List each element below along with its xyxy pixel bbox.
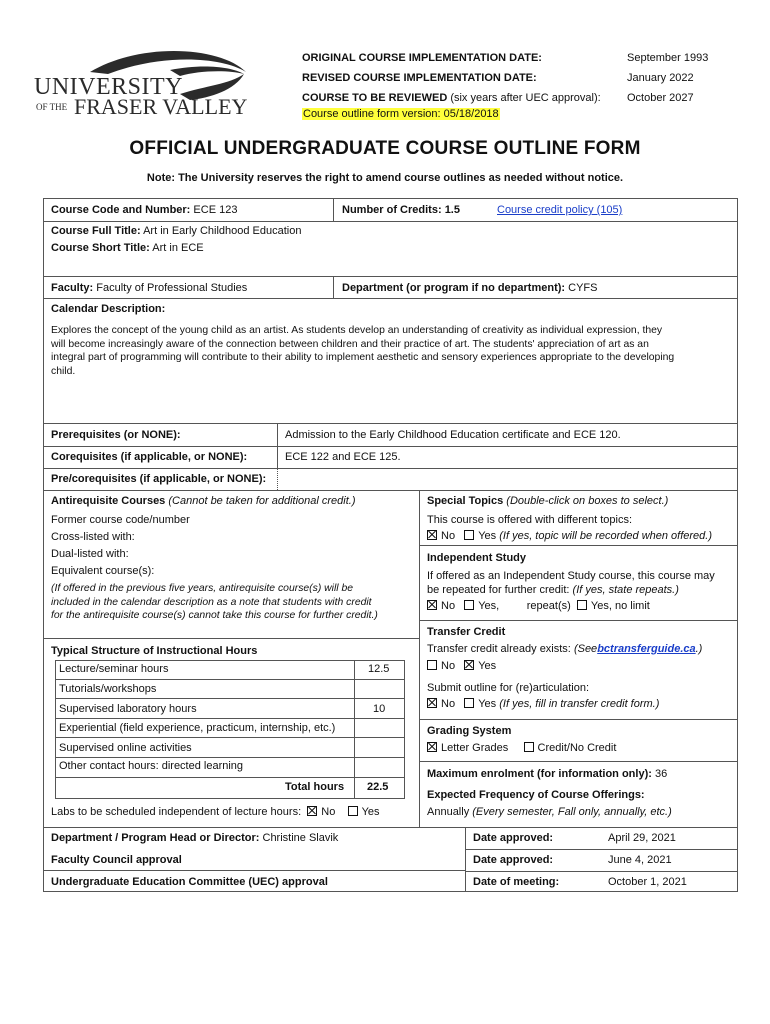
department-value: CYFS <box>568 282 598 294</box>
max-enrolment-label: Maximum enrolment (for information only): <box>427 768 652 780</box>
letter-grades-checkbox[interactable] <box>427 742 437 752</box>
frequency-title: Expected Frequency of Course Offerings: <box>427 789 645 801</box>
frequency-note: (Every semester, Fall only, annually, etc.) <box>472 806 672 818</box>
submit-yes-label: Yes <box>478 698 497 710</box>
page-title: OFFICIAL UNDERGRADUATE COURSE OUTLINE FORM <box>129 138 641 159</box>
credits-label: Number of Credits: <box>342 204 442 216</box>
university-logo <box>30 44 260 124</box>
submit-no-checkbox[interactable] <box>427 698 437 708</box>
form-version: Course outline form version: 05/18/2018 <box>303 108 499 120</box>
hours-row-label: Lecture/seminar hours <box>59 663 169 675</box>
independent-no-limit-label: Yes, no limit <box>590 600 650 612</box>
revised-date-value: January 2022 <box>627 72 694 84</box>
review-date-label: COURSE TO BE REVIEWED <box>302 92 448 104</box>
date-approved-2-value: June 4, 2021 <box>608 854 672 866</box>
precorequisites-label: Pre/corequisites (if applicable, or NONE): <box>51 473 267 485</box>
hours-row-value: 12.5 <box>368 663 390 675</box>
credits-value: 1.5 <box>444 204 460 216</box>
course-code-value: ECE 123 <box>193 204 238 216</box>
independent-yes-checkbox[interactable] <box>464 600 474 610</box>
labs-no-checkbox[interactable] <box>307 806 317 816</box>
review-date-note: (six years after UEC approval): <box>450 92 601 104</box>
logo-line-fraser-valley: FRASER VALLEY <box>74 94 248 119</box>
special-no-checkbox[interactable] <box>427 530 437 540</box>
original-date-value: September 1993 <box>627 52 709 64</box>
credit-policy-link[interactable]: Course credit policy (105) <box>497 204 623 216</box>
antireq-former: Former course code/number <box>51 514 190 526</box>
transfer-yes-label: Yes <box>478 660 497 672</box>
independent-line2-text: be repeated for further credit: <box>427 584 570 596</box>
grading-title: Grading System <box>427 725 512 737</box>
special-yes-note: (If yes, topic will be recorded when offered.) <box>499 530 713 542</box>
independent-no-checkbox[interactable] <box>427 600 437 610</box>
short-title-value: Art in ECE <box>152 242 204 254</box>
transfer-submit-line: Submit outline for (re)articulation: <box>427 682 590 694</box>
hours-row-label: Tutorials/workshops <box>59 683 157 695</box>
review-date-value: October 2027 <box>627 92 694 104</box>
independent-line2 <box>427 584 679 596</box>
hours-row-label: Supervised online activities <box>59 742 192 754</box>
submit-yes-note: (If yes, fill in transfer credit form.) <box>499 698 660 710</box>
dept-head-label: Department / Program Head or Director: <box>51 832 260 844</box>
transfer-credit-line <box>427 643 702 655</box>
frequency-value: Annually <box>427 806 470 818</box>
special-topics-line: This course is offered with different topics: <box>427 514 633 526</box>
corequisites-label: Corequisites (if applicable, or NONE): <box>51 451 248 463</box>
department <box>342 282 597 294</box>
frequency-value-row <box>427 806 672 818</box>
independent-options <box>427 600 650 612</box>
amend-note: Note: The University reserves the right to amend course outlines as needed without notice. <box>146 172 624 184</box>
hours-row-other <box>55 758 405 778</box>
transfer-yes-checkbox[interactable] <box>464 660 474 670</box>
antireq-note-line: for the antirequisite course(s) cannot take this course for further credit.) <box>51 610 378 621</box>
calendar-line: integral part of programming will contribute to their ability to implement aesthetic and sensory experiences appropriate to the developing <box>51 352 675 363</box>
hours-row-online <box>55 738 405 758</box>
hours-total-row <box>55 778 405 799</box>
hours-total-value: 22.5 <box>367 781 389 793</box>
special-topics-title <box>427 495 668 507</box>
credit-no-credit-checkbox[interactable] <box>524 742 534 752</box>
transfer-see-end: .) <box>695 643 703 655</box>
date-meeting-value: October 1, 2021 <box>608 876 687 888</box>
full-title-label: Course Full Title: <box>51 225 141 237</box>
date-approved-1-label: Date approved: <box>473 832 554 844</box>
antireq-note <box>51 582 378 623</box>
labs-label: Labs to be scheduled independent of lecture hours: <box>51 806 302 818</box>
calendar-line: child. <box>51 365 76 377</box>
antireq-note-line: (If offered in the previous five years, antirequisite course(s) will be <box>51 583 354 594</box>
faculty <box>51 282 247 294</box>
antireq-cross: Cross-listed with: <box>51 531 135 543</box>
course-code-label: Course Code and Number: <box>51 204 191 216</box>
short-title-label: Course Short Title: <box>51 242 150 254</box>
hours-row-label: Supervised laboratory hours <box>59 703 197 715</box>
dept-head-value: Christine Slavik <box>262 832 339 844</box>
logo-line-university: UNIVERSITY <box>34 74 183 100</box>
independent-line2-note: (If yes, state repeats.) <box>572 584 679 596</box>
antireq-note-line: included in the calendar description as a note that students with credit <box>51 596 372 608</box>
antireq-title-note: (Cannot be taken for additional credit.) <box>168 495 356 507</box>
calendar-line: will become increasingly aware of the connection between children and their practice of art. The students' appreciation of art as an <box>51 338 649 350</box>
submit-no-label: No <box>441 698 456 710</box>
revised-date-label: REVISED COURSE IMPLEMENTATION DATE: <box>302 72 537 84</box>
credit-no-credit-label: Credit/No Credit <box>537 742 617 754</box>
course-short-title <box>51 242 204 254</box>
letter-grades-label: Letter Grades <box>441 742 509 754</box>
transfer-submit-options <box>427 698 659 710</box>
grading-options <box>427 742 616 754</box>
max-enrolment-value: 36 <box>654 768 668 780</box>
original-date-label: ORIGINAL COURSE IMPLEMENTATION DATE: <box>302 52 542 64</box>
antireq-title <box>51 495 355 507</box>
labs-yes-label: Yes <box>361 806 380 818</box>
transfer-line-text: Transfer credit already exists: <box>427 643 571 655</box>
independent-yes-label: Yes, <box>478 600 500 612</box>
full-title-value: Art in Early Childhood Education <box>143 225 302 237</box>
faculty-council-label: Faculty Council approval <box>51 854 182 866</box>
independent-study-title: Independent Study <box>427 552 526 564</box>
department-label: Department (or program if no department): <box>342 282 566 294</box>
hours-row-lab <box>55 699 405 719</box>
uec-label: Undergraduate Education Committee (UEC) approval <box>51 876 328 888</box>
max-enrolment <box>427 768 667 780</box>
antireq-dual: Dual-listed with: <box>51 548 129 560</box>
special-yes-label: Yes <box>478 530 497 542</box>
labs-no-label: No <box>321 806 336 818</box>
review-date-row <box>302 92 601 104</box>
special-yes-checkbox[interactable] <box>464 530 474 540</box>
hours-total-label: Total hours <box>285 781 345 793</box>
dept-head <box>51 832 338 844</box>
independent-no-limit-checkbox[interactable] <box>577 600 587 610</box>
labs-yes-checkbox[interactable] <box>348 806 358 816</box>
special-topics-label: Special Topics <box>427 495 504 507</box>
faculty-label: Faculty: <box>51 282 94 294</box>
course-full-title <box>51 225 301 237</box>
labs-row <box>51 806 380 818</box>
corequisites-value: ECE 122 and ECE 125. <box>285 451 401 463</box>
hours-row-lecture <box>55 660 405 680</box>
independent-line1: If offered as an Independent Study course, this course may <box>427 570 715 582</box>
special-no-label: No <box>441 530 456 542</box>
antireq-title-label: Antirequisite Courses <box>51 495 166 507</box>
logo-line-of-the: OF THE <box>36 102 68 112</box>
antireq-equivalent: Equivalent course(s): <box>51 565 155 577</box>
independent-repeats: repeat(s) <box>526 600 571 612</box>
course-code <box>51 204 237 216</box>
special-topics-options <box>427 530 712 542</box>
transfer-no-label: No <box>441 660 456 672</box>
date-approved-1-value: April 29, 2021 <box>608 832 676 844</box>
date-meeting-label: Date of meeting: <box>473 876 560 888</box>
calendar-line: Explores the concept of the young child as an artist. As students develop an understanding of creativity as individual expression, they <box>51 325 663 336</box>
transfer-credit-title: Transfer Credit <box>427 626 506 638</box>
transfer-see: (See <box>573 643 598 655</box>
prerequisites-value: Admission to the Early Childhood Education certificate and ECE 120. <box>285 429 621 441</box>
hours-row-tutorials <box>55 680 405 699</box>
prerequisites-label: Prerequisites (or NONE): <box>51 429 181 441</box>
hours-title: Typical Structure of Instructional Hours <box>51 645 258 657</box>
hours-row-label: Other contact hours: directed learning <box>59 760 244 772</box>
faculty-value: Faculty of Professional Studies <box>96 282 248 294</box>
independent-no-label: No <box>441 600 456 612</box>
transfer-options <box>427 660 496 672</box>
special-topics-note: (Double-click on boxes to select.) <box>506 495 669 507</box>
calendar-label: Calendar Description: <box>51 303 166 315</box>
submit-yes-checkbox[interactable] <box>464 698 474 708</box>
bctransferguide-link[interactable]: bctransferguide.ca <box>597 643 696 655</box>
calendar-description <box>51 324 733 378</box>
hours-row-label: Experiential (field experience, practicum, internship, etc.) <box>59 722 336 734</box>
date-approved-2-label: Date approved: <box>473 854 554 866</box>
hours-row-value: 10 <box>373 703 386 715</box>
hours-row-experiential <box>55 719 405 738</box>
credits <box>342 204 460 216</box>
transfer-no-checkbox[interactable] <box>427 660 437 670</box>
